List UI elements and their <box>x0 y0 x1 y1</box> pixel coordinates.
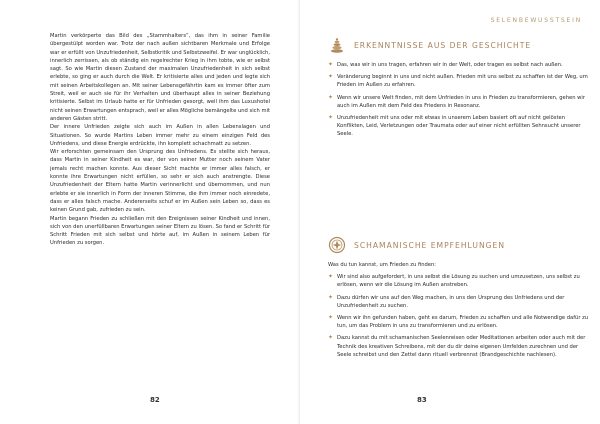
list-item <box>328 273 590 289</box>
page-number-left: 82 <box>150 396 160 404</box>
diamond-bullet-icon: ✦ <box>328 293 334 301</box>
running-head: SELENBEWUSSTSEIN <box>490 17 582 24</box>
list-item <box>328 94 590 110</box>
list-item <box>328 294 590 310</box>
right-page <box>300 0 600 424</box>
section-insights <box>328 36 590 143</box>
diamond-bullet-icon: ✦ <box>328 114 334 122</box>
paragraph: Wir erforschten gemeinsam den Ursprung des Unfriedens. Es stellte sich heraus, dass Martin in seiner Kindheit es war, der von seiner Mutter noch seinem Vater jemals recht machen konnte. Aus dieser Sicht machte er immer alles falsch, er konnte ihre Erwartungen nicht erfüllen, so sehr er sich auch anstrengte. Diese Unzufriedenheit der Eltern hatte Martin verinnerlicht und übernommen, und nun erlebte er sie innerlich in Form der inneren Stimme, die ihm immer noch einredete, dass er alles falsch mache. Andererseits schuf er im Außen sein Leben so, dass es keinen Grund gab, zufrieden zu sein. <box>50 149 270 214</box>
diamond-bullet-icon: ✦ <box>328 93 334 101</box>
section-recommendations <box>328 236 590 363</box>
insights-list <box>328 61 590 139</box>
list-item <box>328 314 590 330</box>
left-body-text <box>50 32 270 248</box>
section-title: SCHAMANISCHE EMPFEHLUNGEN <box>354 240 505 250</box>
list-item-text: Wenn wir unsere Welt finden, mit dem Unfrieden in uns in Frieden zu transformieren, gehen wir auch im Außen mit dem Feld des Friedens in Resonanz. <box>337 94 585 109</box>
section-header <box>328 236 590 254</box>
recommendations-list <box>328 273 590 359</box>
list-item <box>328 334 590 359</box>
section-header <box>328 36 590 54</box>
page-number-right: 83 <box>417 396 427 404</box>
paragraph: Martin verkörperte das Bild des „Stammhalters“, das ihm in seiner Familie übergestülpt worden war. Trotz der nach außen sichtbaren Merkmale und Erfolge war er erfüllt von Unzufriedenheit, Selbstkritik und Selbstzweifel. Er war unglücklich, innerlich zerrissen, als ob ständig ein regelrechter Krieg in ihm tobte, wie er selbst sagt. So wie Martin diesen Zustand der maximalen Unzufriedenheit in sich selbst erlebte, so ging er auch durch die Welt. Er kritisierte alles und jeden und legte sich mit seinen Arbeitskollegen an. Mit seiner Lebensgefährtin kam es immer öfter zum Streit, weil er auch sie für ihr Verhalten und überhaupt alles in seiner Beziehung kritisierte. Selbst im Urlaub hatte er für Unfrieden gesorgt, weil ihm das Luxushotel nicht seinen Erwartungen entsprach, weil er alles Mögliche bemängelte und sich mit anderen Gästen stritt. <box>50 33 270 122</box>
list-item-text: Das, was wir in uns tragen, erfahren wir in der Welt, oder tragen es selbst nach außen. <box>337 62 563 68</box>
list-item-text: Veränderung beginnt in uns und nicht außen. Frieden mit uns selbst zu schaffen ist der Weg, um Frieden im Außen zu erfahren. <box>337 74 588 89</box>
list-item <box>328 114 590 139</box>
section-title: ERKENNTNISSE AUS DER GESCHICHTE <box>354 40 532 50</box>
diamond-bullet-icon: ✦ <box>328 334 334 342</box>
list-item <box>328 61 590 69</box>
paragraph: Der innere Unfrieden zeigte sich auch im Außen in allen Lebenslagen und Situationen. So wurde Martins Leben immer mehr zu einem einzigen Feld des Unfriedens, und diese Energie erdrückte, ihn komplett schachmatt zu setzen. <box>50 124 270 147</box>
list-item <box>328 73 590 89</box>
list-item-text: Dazu kannst du mit schamanischen Seelenreisen oder Meditationen arbeiten oder auch mit der Technik des kreativen Schreibens, mit der du dir deine eigenen Umfelden zurechnen und der Seele schreibst und den Zettel dann rituell verbrennst (Brandgeschichte nachlesen). <box>337 335 586 358</box>
list-item-text: Wir sind also aufgefordert, in uns selbst die Lösung zu suchen und umzusetzen, uns selbst zu erlösen, wenn wir die Lösung im Außen anstreben. <box>337 274 580 289</box>
section-lead: Was du tun kannst, um Frieden zu finden: <box>328 262 437 268</box>
diamond-bullet-icon: ✦ <box>328 273 334 281</box>
paragraph: Martin begann Frieden zu schließen mit den Ereignissen seiner Kindheit und innen, sich von den unerfüllbaren Erwartungen seiner Eltern zu lösen. So fand er Schritt für Schritt Frieden mit sich selbst und hörte auf, im Außen in seinem Leben für Unfrieden zu sorgen. <box>50 215 270 247</box>
diamond-bullet-icon: ✦ <box>328 73 334 81</box>
diamond-bullet-icon: ✦ <box>328 61 334 68</box>
stacked-stones-icon <box>328 36 346 54</box>
diamond-bullet-icon: ✦ <box>328 314 334 322</box>
list-item-text: Dazu dürfen wir uns auf den Weg machen, in uns den Ursprung des Unfriedens und der Unzufriedenheit zu suchen. <box>337 294 565 309</box>
list-item-text: Unzufriedenheit mit uns oder mit etwas in unserem Leben basiert oft auf nicht gelösten Konflikten, Leid, Verletzungen oder Traumata oder auf einer nicht erfüllten Sehnsucht unserer Seele. <box>337 115 581 138</box>
list-item-text: Wenn wir ihn gefunden haben, geht es darum, Frieden zu schaffen und alle Notwendige dafür zu tun, um das Problem in uns zu transformieren und zu erlösen. <box>337 315 589 330</box>
shaman-drum-icon <box>328 236 346 254</box>
